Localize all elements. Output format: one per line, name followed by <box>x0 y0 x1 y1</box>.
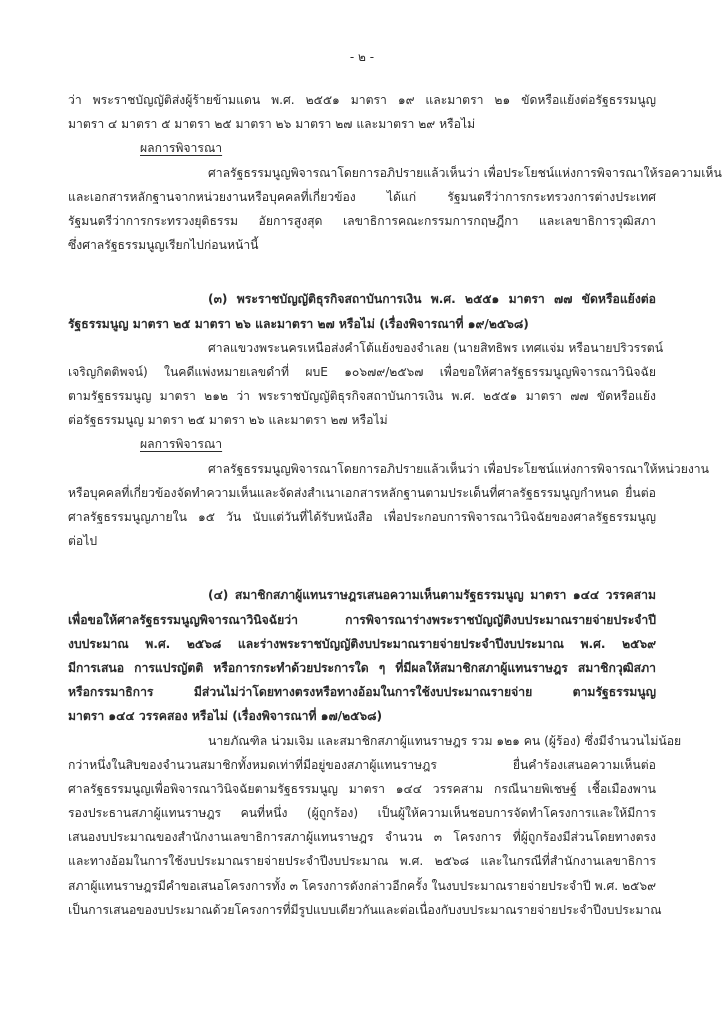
paragraph-line: รัฐมนตรีว่าการกระทรวงยุติธรรม อัยการสูงสุด เลขาธิการคณะกรรมการกฤษฎีกา และเลขาธิการวุฒิสภา <box>68 213 656 228</box>
section-item3 <box>68 287 709 553</box>
section-heading-line: (๔) สมาชิกสภาผู้แทนราษฎรเสนอความเห็นตามรัฐธรรมนูญ มาตรา ๑๔๔ วรรคสาม <box>208 588 656 603</box>
section-heading-line: หรือกรรมาธิการ มีส่วนไม่ว่าโดยทางตรงหรือทางอ้อมในการใช้งบประมาณรายจ่าย ตามรัฐธรรมนูญ <box>68 685 656 700</box>
paragraph-line: ต่อรัฐธรรมนูญ มาตรา ๒๕ มาตรา ๒๖ และมาตรา ๒๗ หรือไม่ <box>68 413 388 428</box>
result-heading-text: ผลการพิจารณา <box>140 437 223 452</box>
result-heading-text: ผลการพิจารณา <box>140 141 223 156</box>
section-heading-line: งบประมาณ พ.ศ. ๒๕๖๘ และร่างพระราชบัญญัติงบประมาณรายจ่ายประจำปีงบประมาณ พ.ศ. ๒๕๖๙ <box>68 636 656 651</box>
paragraph-line: สภาผู้แทนราษฎรมีคำขอเสนอโครงการทั้ง ๓ โครงการดังกล่าวอีกครั้ง ในงบประมาณรายจ่ายประจำปี พ.ศ. ๒๕๖๙ <box>68 878 656 893</box>
paragraph-line: ซึ่งศาลรัฐธรรมนูญเรียกไปก่อนหน้านี้ <box>68 238 259 253</box>
paragraph-line: ศาลรัฐธรรมนูญเพื่อพิจารณาวินิจฉัยตามรัฐธรรมนูญ มาตรา ๑๔๔ วรรคสาม กรณีนายพิเชษฐ์ เชื้อเมืองพาน <box>68 781 656 796</box>
section-heading-line: รัฐธรรมนูญ มาตรา ๒๕ มาตรา ๒๖ และมาตรา ๒๗ หรือไม่ (เรื่องพิจารณาที่ ๑๙/๒๕๖๘) <box>68 316 529 331</box>
result-heading <box>68 432 656 456</box>
paragraph-line: และทางอ้อมในการใช้งบประมาณรายจ่ายประจำปีงบประมาณ พ.ศ. ๒๕๖๘ และในกรณีที่สำนักงานเลขาธิการ <box>68 854 656 869</box>
section-spacer <box>68 553 656 583</box>
paragraph-line: ต่อไป <box>68 534 98 549</box>
result-heading <box>68 136 656 160</box>
paragraph-line: ศาลรัฐธรรมนูญพิจารณาโดยการอภิปรายแล้วเห็นว่า เพื่อประโยชน์แห่งการพิจารณาให้หน่วยงาน <box>208 461 709 476</box>
paragraph-line: กว่าหนึ่งในสิบของจำนวนสมาชิกทั้งหมดเท่าที่มีอยู่ของสภาผู้แทนราษฎร ยื่นคำร้องเสนอความเห็นต่อ <box>68 757 656 772</box>
section-heading-line: (๓) พระราชบัญญัติธุรกิจสถาบันการเงิน พ.ศ. ๒๕๕๑ มาตรา ๗๗ ขัดหรือแย้งต่อ <box>208 292 656 307</box>
paragraph-line: รองประธานสภาผู้แทนราษฎร คนที่หนึ่ง (ผู้ถูกร้อง) เป็นผู้ให้ความเห็นชอบการจัดทำโครงการและให้มีการ <box>68 806 656 821</box>
page-number: - ๒ - <box>349 50 375 64</box>
section-item2-tail <box>68 88 722 257</box>
section-heading-line: มาตรา ๑๔๔ วรรคสอง หรือไม่ (เรื่องพิจารณาที่ ๑๗/๒๕๖๘) <box>68 709 383 724</box>
paragraph-line: ศาลรัฐธรรมนูญภายใน ๑๕ วัน นับแต่วันที่ได้รับหนังสือ เพื่อประกอบการพิจารณาวินิจฉัยของศาลรัฐธรรมนูญ <box>68 510 656 524</box>
paragraph-line: ว่า พระราชบัญญัติส่งผู้ร้ายข้ามแดน พ.ศ. ๒๕๕๑ มาตรา ๑๙ และมาตรา ๒๑ ขัดหรือแย้งต่อรัฐธรรมนูญ <box>68 93 656 107</box>
paragraph-line: ศาลแขวงพระนครเหนือส่งคำโต้แย้งของจำเลย (นายสิทธิพร เทศแจ่ม หรือนายปริวรรตน์ <box>208 340 664 355</box>
section-heading-line: มีการเสนอ การแปรญัตติ หรือการกระทำด้วยประการใด ๆ ที่มีผลให้สมาชิกสภาผู้แทนราษฎร สมาชิกวุฒิสภา <box>68 660 656 675</box>
paragraph-line: ศาลรัฐธรรมนูญพิจารณาโดยการอภิปรายแล้วเห็นว่า เพื่อประโยชน์แห่งการพิจารณาให้รอความเห็น <box>208 165 722 180</box>
paragraph-line: และเอกสารหลักฐานจากหน่วยงานหรือบุคคลที่เกี่ยวข้อง ได้แก่ รัฐมนตรีว่าการกระทรวงการต่างประเทศ <box>68 189 656 204</box>
document-body <box>68 88 722 922</box>
paragraph-line: เจริญกิตติพจน์) ในคดีแพ่งหมายเลขดำที่ ผบE ๑๐๖๗๙/๒๕๖๗ เพื่อขอให้ศาลรัฐธรรมนูญพิจารณาวินิจฉัย <box>68 364 656 379</box>
section-item4 <box>68 583 682 922</box>
paragraph-line: เป็นการเสนอของบประมาณด้วยโครงการที่มีรูปแบบเดียวกันและต่อเนื่องกับงบประมาณรายจ่ายประจำปีงบประมาณ <box>68 902 662 917</box>
paragraph-line: เสนองบประมาณของสำนักงานเลขาธิการสภาผู้แทนราษฎร จำนวน ๓ โครงการ ที่ผู้ถูกร้องมีส่วนโดยทางตรง <box>68 830 656 845</box>
paragraph-line: มาตรา ๔ มาตรา ๕ มาตรา ๒๕ มาตรา ๒๖ มาตรา ๒๗ และมาตรา ๒๙ หรือไม่ <box>68 117 476 132</box>
paragraph-line: นายภัณฑิล น่วมเจิม และสมาชิกสภาผู้แทนราษฎร รวม ๑๒๑ คน (ผู้ร้อง) ซึ่งมีจำนวนไม่น้อย <box>208 733 682 748</box>
section-spacer <box>68 257 656 287</box>
section-heading-line: เพื่อขอให้ศาลรัฐธรรมนูญพิจารณาวินิจฉัยว่า การพิจารณาร่างพระราชบัญญัติงบประมาณรายจ่ายประจำปี <box>68 612 656 627</box>
paragraph-line: หรือบุคคลที่เกี่ยวข้องจัดทำความเห็นและจัดส่งสำเนาเอกสารหลักฐานตามประเด็นที่ศาลรัฐธรรมนูญกำหนด ยื่นต่อ <box>68 485 656 500</box>
paragraph-line: ตามรัฐธรรมนูญ มาตรา ๒๑๒ ว่า พระราชบัญญัติธุรกิจสถาบันการเงิน พ.ศ. ๒๕๕๑ มาตรา ๗๗ ขัดหรือแย้ง <box>68 389 656 404</box>
